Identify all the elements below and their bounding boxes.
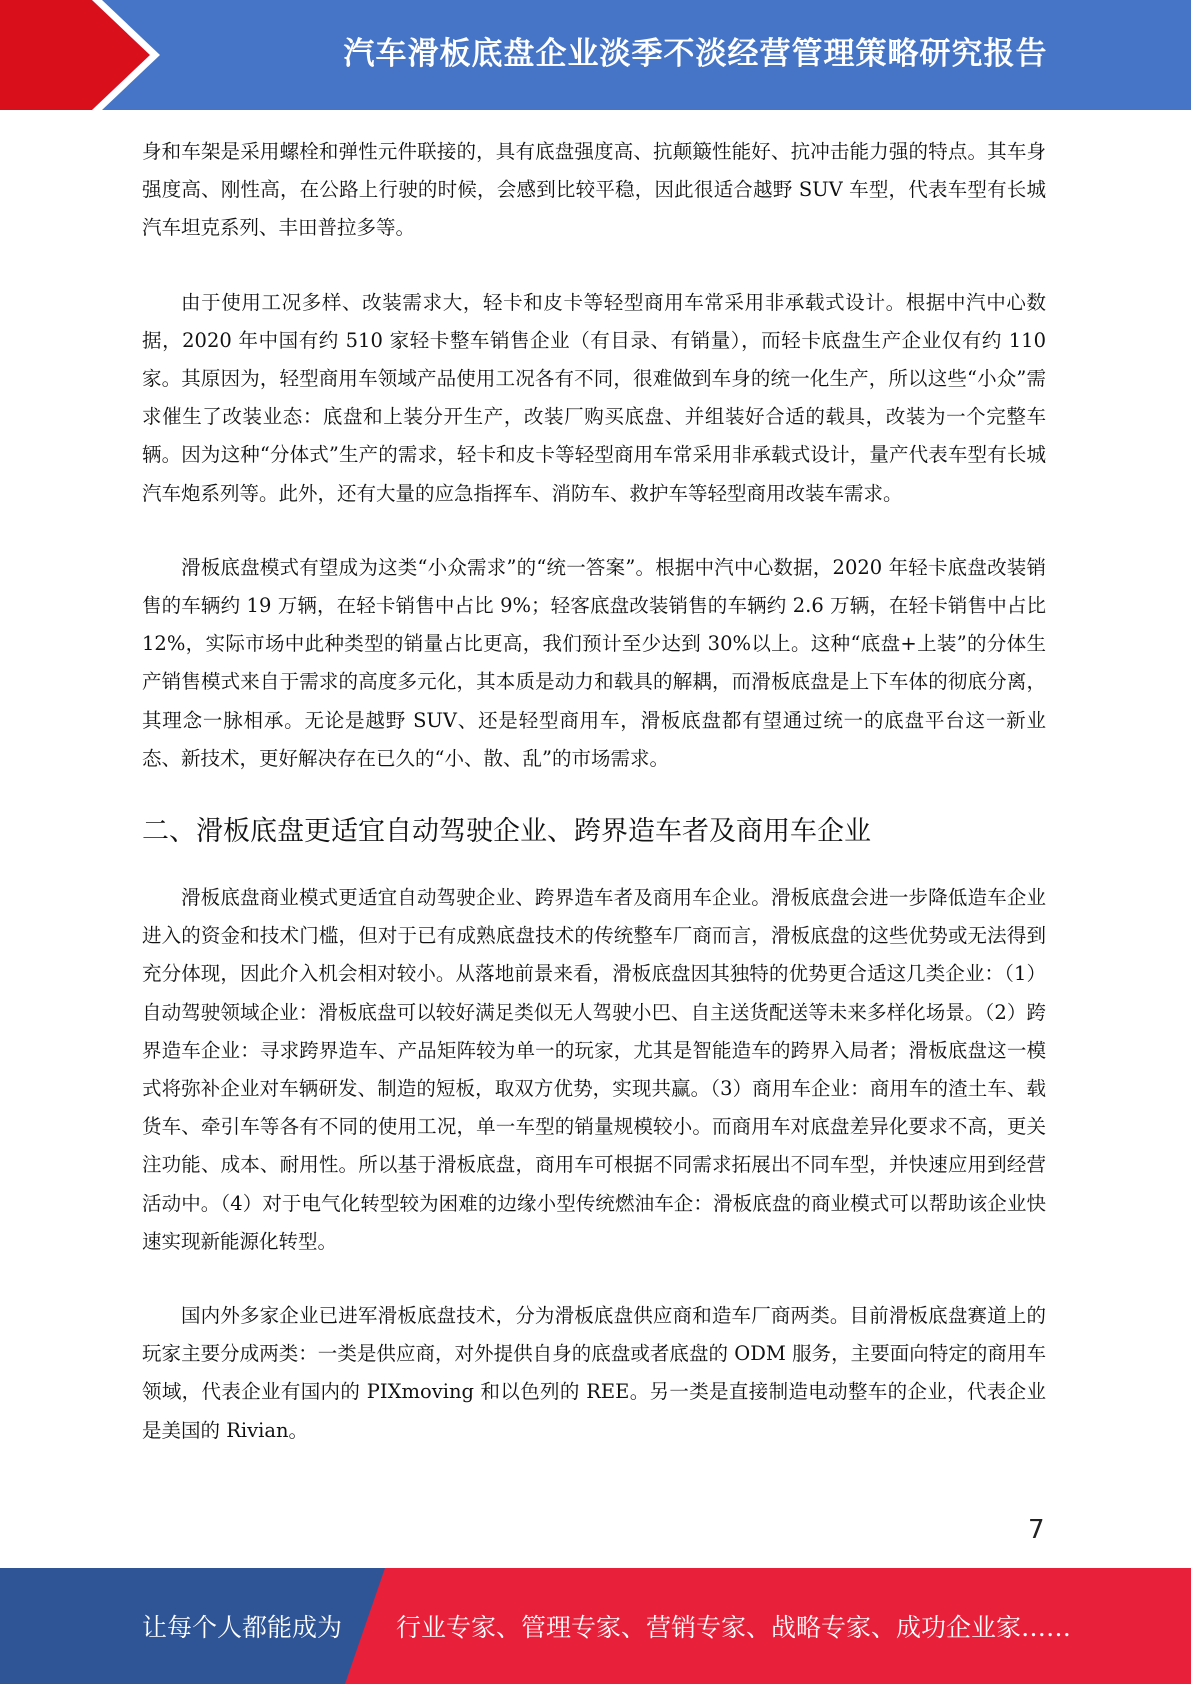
section-heading: 二、滑板底盘更适宜自动驾驶企业、跨界造车者及商用车企业 (142, 816, 871, 848)
page-number: 7 (1028, 1515, 1045, 1545)
paragraph-2: 由于使用工况多样、改装需求大，轻卡和皮卡等轻型商用车常采用非承载式设计。根据中汽中心数据，2020 年中国有约 510 家轻卡整车销售企业（有目录、有销量），而轻卡底盘生产企业仅有约 110 家。其原因为，轻型商用车领域产品使用工况各有不同，很难做到车身的统一化生产，所以这些“小众”需求催生了改装业态：底盘和上装分开生产，改装厂购买底盘、并组装好合适的载具，改装为一个完整车辆。因为这种“分体式”生产的需求，轻卡和皮卡等轻型商用车常采用非承载式设计，量产代表车型有长城汽车炮系列等。此外，还有大量的应急指挥车、消防车、救护车等轻型商用改装车需求。 (142, 290, 1046, 505)
page-body (142, 133, 1046, 1486)
paragraph-4: 滑板底盘商业模式更适宜自动驾驶企业、跨界造车者及商用车企业。滑板底盘会进一步降低造车企业进入的资金和技术门槛，但对于已有成熟底盘技术的传统整车厂商而言，滑板底盘的这些优势或无法得到充分体现，因此介入机会相对较小。从落地前景来看，滑板底盘因其独特的优势更合适这几类企业：（1）自动驾驶领域企业：滑板底盘可以较好满足类似无人驾驶小巴、自主送货配送等未来多样化场景。（2）跨界造车企业：寻求跨界造车、产品矩阵较为单一的玩家，尤其是智能造车的跨界入局者；滑板底盘这一模式将弥补企业对车辆研发、制造的短板，取双方优势，实现共赢。（3）商用车企业：商用车的渣土车、载货车、牵引车等各有不同的使用工况，单一车型的销量规模较小。而商用车对底盘差异化要求不高，更关注功能、成本、耐用性。所以基于滑板底盘，商用车可根据不同需求拓展出不同车型，并快速应用到经营活动中。（4）对于电气化转型较为困难的边缘小型传统燃油车企：滑板底盘的商业模式可以帮助该企业快速实现新能源化转型。 (142, 886, 1046, 1253)
paragraph-3: 滑板底盘模式有望成为这类“小众需求”的“统一答案”。根据中汽中心数据，2020 年轻卡底盘改装销售的车辆约 19 万辆，在轻卡销售中占比 9%；轻客底盘改装销售的车辆约 2.6 万辆，在轻卡销售中占比 12%，实际市场中此种类型的销量占比更高，我们预计至少达到 30%以上。这种“底盘+上装”的分体生产销售模式来自于需求的高度多元化，其本质是动力和载具的解耦，而滑板底盘是上下车体的彻底分离，其理念一脉相承。无论是越野 SUV、还是轻型商用车，滑板底盘都有望通过统一的底盘平台这一新业态、新技术，更好解决存在已久的“小、散、乱”的市场需求。 (142, 555, 1046, 770)
paragraph-1: 身和车架是采用螺栓和弹性元件联接的，具有底盘强度高、抗颠簸性能好、抗冲击能力强的特点。其车身强度高、刚性高，在公路上行驶的时候，会感到比较平稳，因此很适合越野 SUV 车型，代表车型有长城汽车坦克系列、丰田普拉多等。 (142, 140, 1046, 240)
footer-slogan-right: 行业专家、管理专家、营销专家、战略专家、成功企业家…… (396, 1613, 1072, 1642)
footer-slogan-left: 让每个人都能成为 (142, 1613, 343, 1642)
paragraph-5: 国内外多家企业已进军滑板底盘技术，分为滑板底盘供应商和造车厂商两类。目前滑板底盘赛道上的玩家主要分成两类：一类是供应商，对外提供自身的底盘或者底盘的 ODM 服务，主要面向特定的商用车领域，代表企业有国内的 PIXmoving 和以色列的 REE。另一类是直接制造电动整车的企业，代表企业是美国的 Rivian。 (142, 1304, 1046, 1442)
page-header (0, 0, 1191, 110)
report-title: 汽车滑板底盘企业淡季不淡经营管理策略研究报告 (343, 36, 1048, 72)
page-footer (0, 1568, 1191, 1684)
